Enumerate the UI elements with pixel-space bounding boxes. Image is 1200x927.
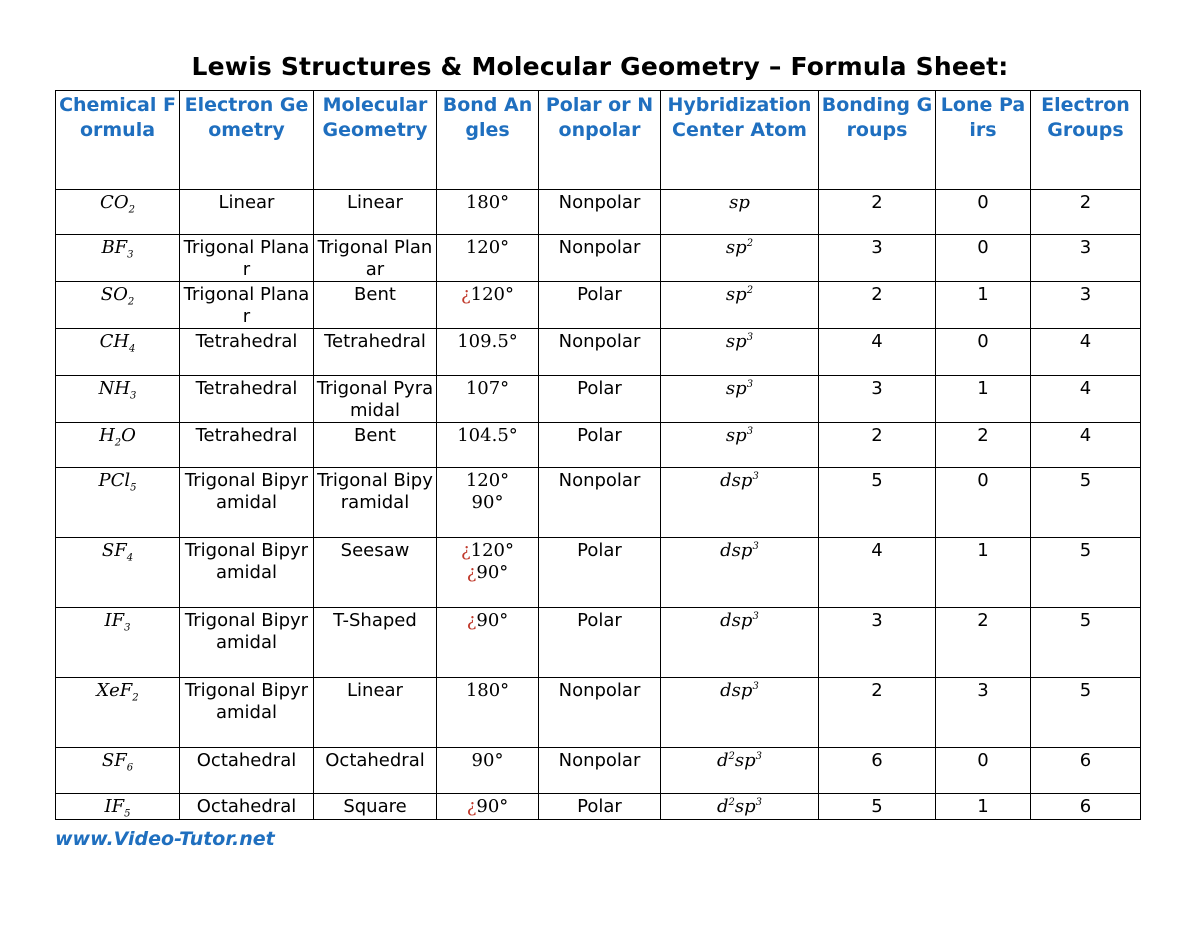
formula-cell <box>56 538 180 608</box>
hyb-d-superscript: 2 <box>728 751 735 762</box>
molecular-geometry-cell: Seesaw <box>314 538 437 608</box>
hybridization-cell <box>661 329 819 376</box>
bond-angles-cell <box>437 235 539 282</box>
formula-subscript: 3 <box>124 622 131 634</box>
formula-subscript: 6 <box>126 762 134 774</box>
bond-angles-cell <box>437 376 539 423</box>
molecular-geometry-cell: Linear <box>314 678 437 748</box>
bonding-groups-cell: 5 <box>819 468 936 538</box>
hyb-superscript: 2 <box>746 285 754 296</box>
table-row <box>56 190 1141 235</box>
bond-angles-cell <box>437 748 539 794</box>
hyb-base: sp <box>725 237 747 258</box>
less-than-marker: ¿ <box>466 610 477 631</box>
bond-angles-cell <box>437 423 539 468</box>
bond-angles-cell <box>437 468 539 538</box>
formula-subscript: 3 <box>127 249 134 261</box>
bonding-groups-cell: 4 <box>819 329 936 376</box>
lone-pairs-cell: 1 <box>936 376 1031 423</box>
formula-table <box>55 90 1141 820</box>
hyb-base: sp <box>725 331 747 352</box>
bond-angle-value: ¿120° <box>460 540 514 561</box>
polarity-cell: Nonpolar <box>539 748 661 794</box>
polarity-cell: Nonpolar <box>539 678 661 748</box>
lone-pairs-cell: 1 <box>936 282 1031 329</box>
formula-base: IF <box>104 796 125 817</box>
polarity-cell: Nonpolar <box>539 235 661 282</box>
electron-groups-cell: 4 <box>1031 423 1141 468</box>
table-row <box>56 235 1141 282</box>
table-row <box>56 608 1141 678</box>
hyb-superscript: 3 <box>746 332 754 343</box>
formula-base: SO <box>100 284 128 305</box>
formula-cell <box>56 608 180 678</box>
electron-geometry-cell: Trigonal Bipyramidal <box>180 678 314 748</box>
formula-subscript: 3 <box>130 390 137 402</box>
formula-base: SF <box>101 540 127 561</box>
lone-pairs-cell: 0 <box>936 235 1031 282</box>
electron-geometry-cell: Octahedral <box>180 794 314 820</box>
polarity-cell: Polar <box>539 376 661 423</box>
hybridization-cell <box>661 235 819 282</box>
hybridization-cell <box>661 282 819 329</box>
header-row <box>56 91 1141 190</box>
header-hybridization: Hybridization Center Atom <box>661 91 819 190</box>
lone-pairs-cell: 1 <box>936 794 1031 820</box>
molecular-geometry-cell: Square <box>314 794 437 820</box>
hyb-d: d <box>716 796 729 817</box>
hyb-superscript: 3 <box>752 541 759 552</box>
hybridization-cell <box>661 423 819 468</box>
polarity-cell: Polar <box>539 282 661 329</box>
electron-groups-cell: 5 <box>1031 608 1141 678</box>
molecular-geometry-cell: T-Shaped <box>314 608 437 678</box>
molecular-geometry-cell: Linear <box>314 190 437 235</box>
bond-angle-value: ¿120° <box>460 284 514 305</box>
hybridization-cell <box>661 190 819 235</box>
electron-groups-cell: 5 <box>1031 678 1141 748</box>
hyb-base: dsp <box>720 540 753 561</box>
hyb-base: dsp <box>720 470 753 491</box>
hyb-superscript: 2 <box>746 238 754 249</box>
hybridization-cell <box>661 376 819 423</box>
header-bond-angles: Bond Angles <box>437 91 539 190</box>
bond-angle-value: 90° <box>471 492 504 513</box>
electron-groups-cell: 5 <box>1031 468 1141 538</box>
bond-angle-value: 107° <box>465 378 510 399</box>
formula-base: IF <box>104 610 125 631</box>
table-row <box>56 678 1141 748</box>
hyb-d: d <box>716 750 729 771</box>
bonding-groups-cell: 6 <box>819 748 936 794</box>
lone-pairs-cell: 2 <box>936 608 1031 678</box>
formula-cell <box>56 794 180 820</box>
electron-geometry-cell: Trigonal Bipyramidal <box>180 608 314 678</box>
formula-cell <box>56 282 180 329</box>
header-polar-or-nonpolar: Polar or Nonpolar <box>539 91 661 190</box>
bonding-groups-cell: 3 <box>819 235 936 282</box>
electron-geometry-cell: Tetrahedral <box>180 423 314 468</box>
electron-groups-cell: 4 <box>1031 329 1141 376</box>
molecular-geometry-cell: Octahedral <box>314 748 437 794</box>
bonding-groups-cell: 2 <box>819 190 936 235</box>
electron-groups-cell: 4 <box>1031 376 1141 423</box>
bond-angles-cell <box>437 794 539 820</box>
bonding-groups-cell: 4 <box>819 538 936 608</box>
header-lone-pairs: Lone Pairs <box>936 91 1031 190</box>
header-bonding-groups: Bonding Groups <box>819 91 936 190</box>
header-electron-geometry: Electron Geometry <box>180 91 314 190</box>
formula-base: CH <box>99 331 130 352</box>
less-than-marker: ¿ <box>460 284 471 305</box>
polarity-cell: Nonpolar <box>539 190 661 235</box>
bond-angle-value: 90° <box>471 750 504 771</box>
bonding-groups-cell: 3 <box>819 608 936 678</box>
formula-base: PCl <box>98 470 131 491</box>
hyb-d-superscript: 2 <box>728 797 735 808</box>
header-electron-groups: Electron Groups <box>1031 91 1141 190</box>
lone-pairs-cell: 2 <box>936 423 1031 468</box>
table-row <box>56 468 1141 538</box>
table-row <box>56 748 1141 794</box>
bond-angle-value: ¿90° <box>466 562 509 583</box>
bond-angle-value: ¿90° <box>466 796 509 817</box>
lone-pairs-cell: 0 <box>936 468 1031 538</box>
formula-subscript: 4 <box>126 552 134 564</box>
header-molecular-geometry: Molecular Geometry <box>314 91 437 190</box>
formula-cell <box>56 329 180 376</box>
formula-subscript: 2 <box>127 296 135 308</box>
polarity-cell: Polar <box>539 794 661 820</box>
hyb-superscript: 3 <box>755 751 763 762</box>
polarity-cell: Nonpolar <box>539 468 661 538</box>
formula-cell <box>56 468 180 538</box>
bonding-groups-cell: 2 <box>819 282 936 329</box>
electron-groups-cell: 3 <box>1031 235 1141 282</box>
hyb-base: sp <box>734 796 756 817</box>
hyb-base: sp <box>725 378 747 399</box>
hyb-superscript: 3 <box>746 426 754 437</box>
lone-pairs-cell: 0 <box>936 748 1031 794</box>
formula-cell <box>56 376 180 423</box>
hyb-superscript: 3 <box>755 797 763 808</box>
hyb-superscript: 3 <box>752 471 759 482</box>
electron-groups-cell: 5 <box>1031 538 1141 608</box>
formula-cell <box>56 190 180 235</box>
table-row <box>56 794 1141 820</box>
polarity-cell: Polar <box>539 608 661 678</box>
hyb-superscript: 3 <box>752 681 759 692</box>
formula-subscript: 4 <box>129 343 136 355</box>
formula-base: BF <box>101 237 128 258</box>
header-chemical-formula: Chemical Formula <box>56 91 180 190</box>
formula-subscript: 5 <box>124 808 131 820</box>
formula-subscript: 2 <box>132 692 139 704</box>
formula-base: NH <box>98 378 131 399</box>
bonding-groups-cell: 5 <box>819 794 936 820</box>
formula-cell <box>56 678 180 748</box>
bond-angle-value: 180° <box>465 680 510 701</box>
hybridization-cell <box>661 538 819 608</box>
electron-groups-cell: 2 <box>1031 190 1141 235</box>
polarity-cell: Nonpolar <box>539 329 661 376</box>
molecular-geometry-cell: Bent <box>314 282 437 329</box>
less-than-marker: ¿ <box>466 796 477 817</box>
formula-tail: O <box>121 425 136 446</box>
bond-angles-cell <box>437 329 539 376</box>
lone-pairs-cell: 3 <box>936 678 1031 748</box>
bond-angle-value: 120° <box>465 470 510 491</box>
hyb-base: sp <box>725 425 747 446</box>
bond-angle-value: 180° <box>465 192 510 213</box>
electron-geometry-cell: Trigonal Bipyramidal <box>180 538 314 608</box>
electron-groups-cell: 6 <box>1031 748 1141 794</box>
hyb-superscript: 3 <box>752 611 759 622</box>
lone-pairs-cell: 0 <box>936 190 1031 235</box>
formula-subscript: 2 <box>128 204 135 216</box>
page-title: Lewis Structures & Molecular Geometry – Formula Sheet: <box>191 52 1009 81</box>
molecular-geometry-cell: Tetrahedral <box>314 329 437 376</box>
footer-website-link[interactable]: www.Video-Tutor.net <box>55 828 275 850</box>
formula-subscript: 5 <box>130 482 137 494</box>
bonding-groups-cell: 2 <box>819 678 936 748</box>
polarity-cell: Polar <box>539 538 661 608</box>
electron-geometry-cell: Trigonal Planar <box>180 282 314 329</box>
formula-cell <box>56 235 180 282</box>
hybridization-cell <box>661 468 819 538</box>
table-row <box>56 376 1141 423</box>
hyb-base: sp <box>725 284 747 305</box>
formula-subscript: 2 <box>114 437 122 449</box>
bond-angle-value: 120° <box>465 237 510 258</box>
molecular-geometry-cell: Trigonal Planar <box>314 235 437 282</box>
bonding-groups-cell: 3 <box>819 376 936 423</box>
electron-groups-cell: 6 <box>1031 794 1141 820</box>
bond-angle-value: 109.5° <box>457 331 518 352</box>
formula-cell <box>56 423 180 468</box>
electron-geometry-cell: Trigonal Planar <box>180 235 314 282</box>
hybridization-cell <box>661 678 819 748</box>
bond-angles-cell <box>437 608 539 678</box>
hybridization-cell <box>661 608 819 678</box>
formula-base: XeF <box>96 680 133 701</box>
formula-cell <box>56 748 180 794</box>
molecular-geometry-cell: Bent <box>314 423 437 468</box>
formula-base: SF <box>101 750 127 771</box>
hyb-base: dsp <box>720 610 753 631</box>
table-row <box>56 538 1141 608</box>
hyb-base: sp <box>729 192 750 213</box>
lone-pairs-cell: 0 <box>936 329 1031 376</box>
bond-angles-cell <box>437 538 539 608</box>
electron-geometry-cell: Octahedral <box>180 748 314 794</box>
less-than-marker: ¿ <box>466 562 477 583</box>
electron-geometry-cell: Linear <box>180 190 314 235</box>
formula-base: H <box>99 425 115 446</box>
electron-geometry-cell: Trigonal Bipyramidal <box>180 468 314 538</box>
hybridization-cell <box>661 748 819 794</box>
bond-angles-cell <box>437 282 539 329</box>
table-row <box>56 423 1141 468</box>
hyb-base: sp <box>734 750 756 771</box>
hyb-superscript: 3 <box>746 379 754 390</box>
formula-base: CO <box>100 192 129 213</box>
molecular-geometry-cell: Trigonal Bipyramidal <box>314 468 437 538</box>
bond-angles-cell <box>437 678 539 748</box>
bond-angle-value: 104.5° <box>457 425 518 446</box>
electron-groups-cell: 3 <box>1031 282 1141 329</box>
hyb-base: dsp <box>720 680 753 701</box>
table-row <box>56 329 1141 376</box>
bond-angle-value: ¿90° <box>466 610 509 631</box>
hybridization-cell <box>661 794 819 820</box>
electron-geometry-cell: Tetrahedral <box>180 329 314 376</box>
electron-geometry-cell: Tetrahedral <box>180 376 314 423</box>
table-body <box>56 190 1141 820</box>
bonding-groups-cell: 2 <box>819 423 936 468</box>
less-than-marker: ¿ <box>460 540 471 561</box>
molecular-geometry-cell: Trigonal Pyramidal <box>314 376 437 423</box>
polarity-cell: Polar <box>539 423 661 468</box>
lone-pairs-cell: 1 <box>936 538 1031 608</box>
bond-angles-cell <box>437 190 539 235</box>
table-row <box>56 282 1141 329</box>
